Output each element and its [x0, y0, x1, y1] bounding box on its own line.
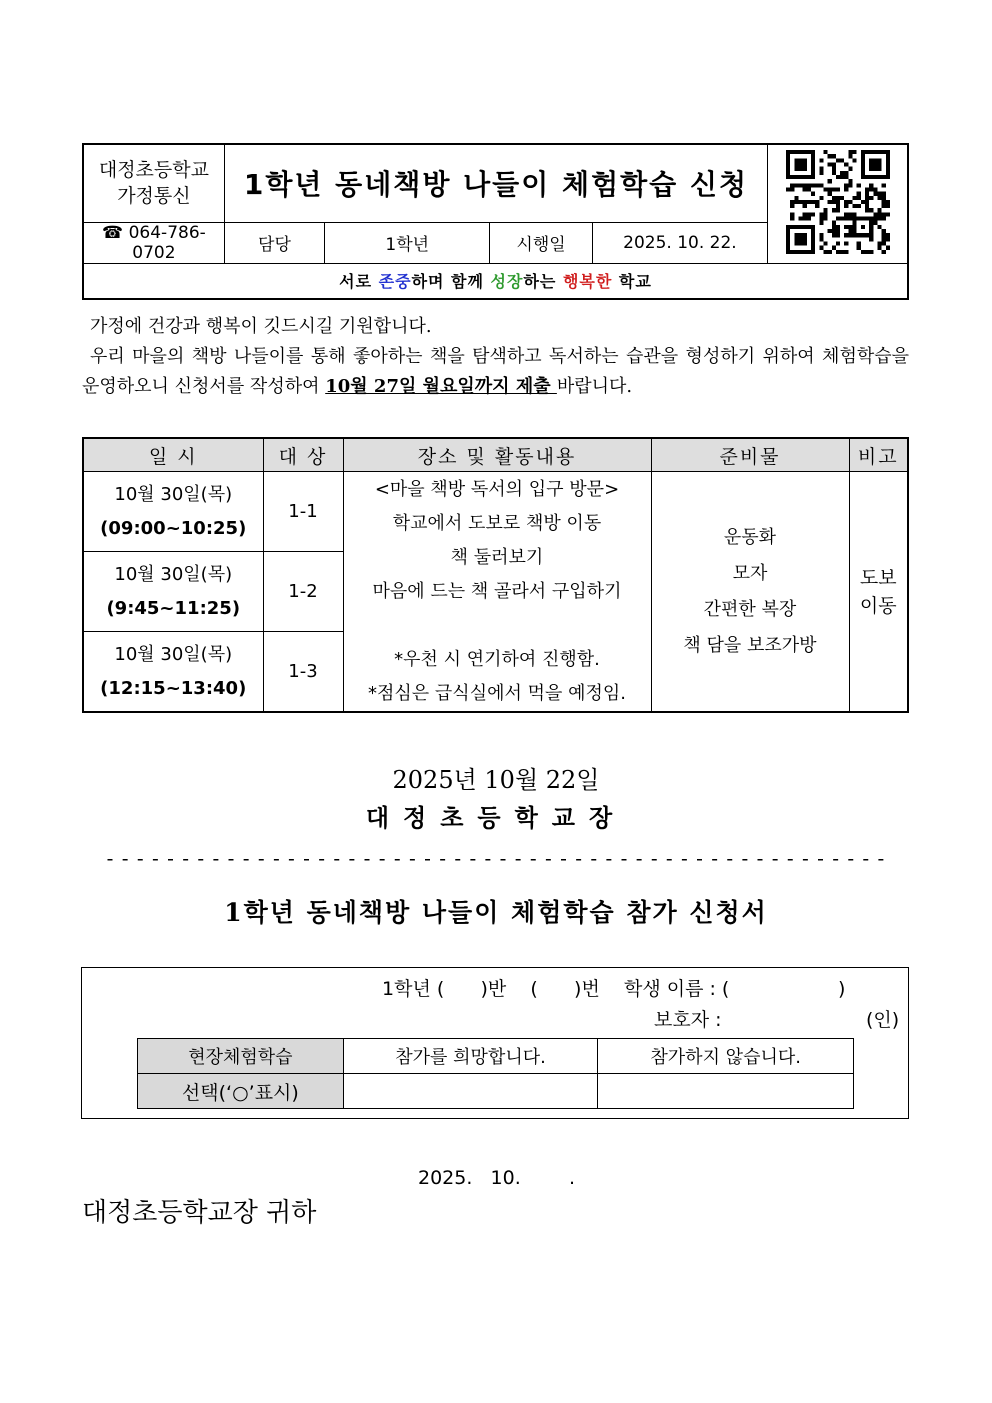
qr-code	[768, 144, 908, 263]
contact-value: 1학년	[325, 222, 490, 263]
motto-segment: 행복한	[562, 272, 613, 291]
school-label	[83, 144, 224, 222]
activity-item: <마을 책방 독서의 입구 방문>	[374, 478, 620, 500]
activity-label: 현장체험학습	[138, 1039, 344, 1074]
supplies-list	[651, 472, 849, 713]
deadline: 10월 27일 월요일까지 제출	[325, 376, 557, 397]
principal-signature: 대정초등학교장	[365, 803, 627, 832]
date-text: 10월 30일(목)	[114, 563, 233, 585]
participation-table	[137, 1038, 854, 1109]
time-text: (9:45~11:25)	[106, 597, 241, 619]
selection-label: 선택(‘○’표시)	[138, 1074, 344, 1109]
motto-segment: 성장	[490, 272, 524, 291]
time-text: (12:15~13:40)	[100, 677, 247, 699]
header-activity: 장소 및 활동내용	[343, 438, 651, 472]
date-text: 10월 30일(목)	[114, 483, 233, 505]
header-note: 비고	[849, 438, 908, 472]
date-value: 2025. 10. 22.	[592, 222, 767, 263]
description-end: 바랍니다.	[556, 376, 633, 397]
motto-segment: 학교	[612, 272, 652, 291]
activity-list	[343, 472, 651, 713]
option-participate: 참가를 희망합니다.	[343, 1039, 598, 1074]
student-info-line[interactable]: 1학년 ( )반 ( )번 학생 이름 : ( )	[382, 978, 846, 1000]
supply-item: 운동화	[723, 526, 777, 548]
greeting: 가정에 건강과 행복이 깃드시길 기원합니다.	[90, 316, 432, 337]
description-text: 우리 마을의 책방 나들이를 통해 좋아하는 책을 탐색하고 독서하는 습관을 형성하기 위하여 체험학습을 운영하오니 신청서를 작성하여	[82, 346, 909, 397]
contact-label: 담당	[224, 222, 324, 263]
note-cell	[849, 472, 908, 713]
seal-mark: (인)	[866, 1009, 900, 1031]
participate-checkbox[interactable]	[343, 1074, 598, 1109]
header-date: 일 시	[83, 438, 263, 472]
motto-segment: 하며 함께	[411, 272, 491, 291]
schedule-date	[83, 552, 263, 632]
form-title: 1학년 동네책방 나들이 체험학습 참가 신청서	[224, 898, 768, 927]
motto-segment: 존중	[378, 272, 412, 291]
supply-item: 간편한 복장	[703, 598, 797, 620]
submission-date: 2025. 10. .	[418, 1167, 576, 1189]
qr-code-icon	[786, 150, 890, 254]
addressee: 대정초등학교장 귀하	[82, 1198, 317, 1228]
date-text: 10월 30일(목)	[114, 643, 233, 665]
activity-item: 마음에 드는 책 골라서 구입하기	[372, 580, 622, 602]
motto-segment: 서로	[339, 272, 379, 291]
cut-line: - - - - - - - - - - - - - - - - - - - - - - - - - - - - - - - - - - - - - - - - - - - - - - - - - - - -	[106, 846, 886, 870]
document-title: 1학년 동네책방 나들이 체험학습 신청	[224, 144, 767, 222]
schedule-date	[83, 472, 263, 552]
activity-note: *점심은 급식실에서 먹을 예정임.	[368, 682, 626, 704]
option-decline: 참가하지 않습니다.	[598, 1039, 854, 1074]
description	[82, 342, 909, 402]
schedule-class: 1-1	[263, 472, 343, 552]
decline-checkbox[interactable]	[598, 1074, 854, 1109]
issue-date: 2025년 10월 22일	[392, 766, 600, 794]
activity-note: *우천 시 연기하여 진행함.	[394, 648, 600, 670]
intro-text	[82, 312, 909, 402]
note-text: 도보	[859, 566, 897, 589]
newsletter-label: 가정통신	[117, 185, 191, 208]
schedule-class: 1-2	[263, 552, 343, 632]
motto-text	[339, 272, 652, 291]
date-label: 시행일	[490, 222, 592, 263]
supply-item: 책 담을 보조가방	[683, 634, 817, 656]
activity-item: 책 둘러보기	[450, 546, 544, 568]
supply-item: 모자	[732, 562, 768, 584]
activity-item: 학교에서 도보로 책방 이동	[392, 512, 602, 534]
note-text: 이동	[859, 594, 897, 617]
time-text: (09:00~10:25)	[100, 517, 247, 539]
school-name: 대정초등학교	[98, 159, 209, 182]
schedule-table	[82, 437, 909, 713]
schedule-date	[83, 632, 263, 713]
school-motto	[83, 263, 908, 299]
activity-item	[344, 609, 651, 643]
schedule-class: 1-3	[263, 632, 343, 713]
guardian-label: 보호자 :	[654, 1009, 722, 1031]
motto-segment: 하는	[523, 272, 563, 291]
newsletter-header	[82, 143, 909, 300]
header-target: 대 상	[263, 438, 343, 472]
application-form	[81, 967, 909, 1119]
phone-number: ☎ 064-786-0702	[83, 222, 224, 263]
header-supplies: 준비물	[651, 438, 849, 472]
